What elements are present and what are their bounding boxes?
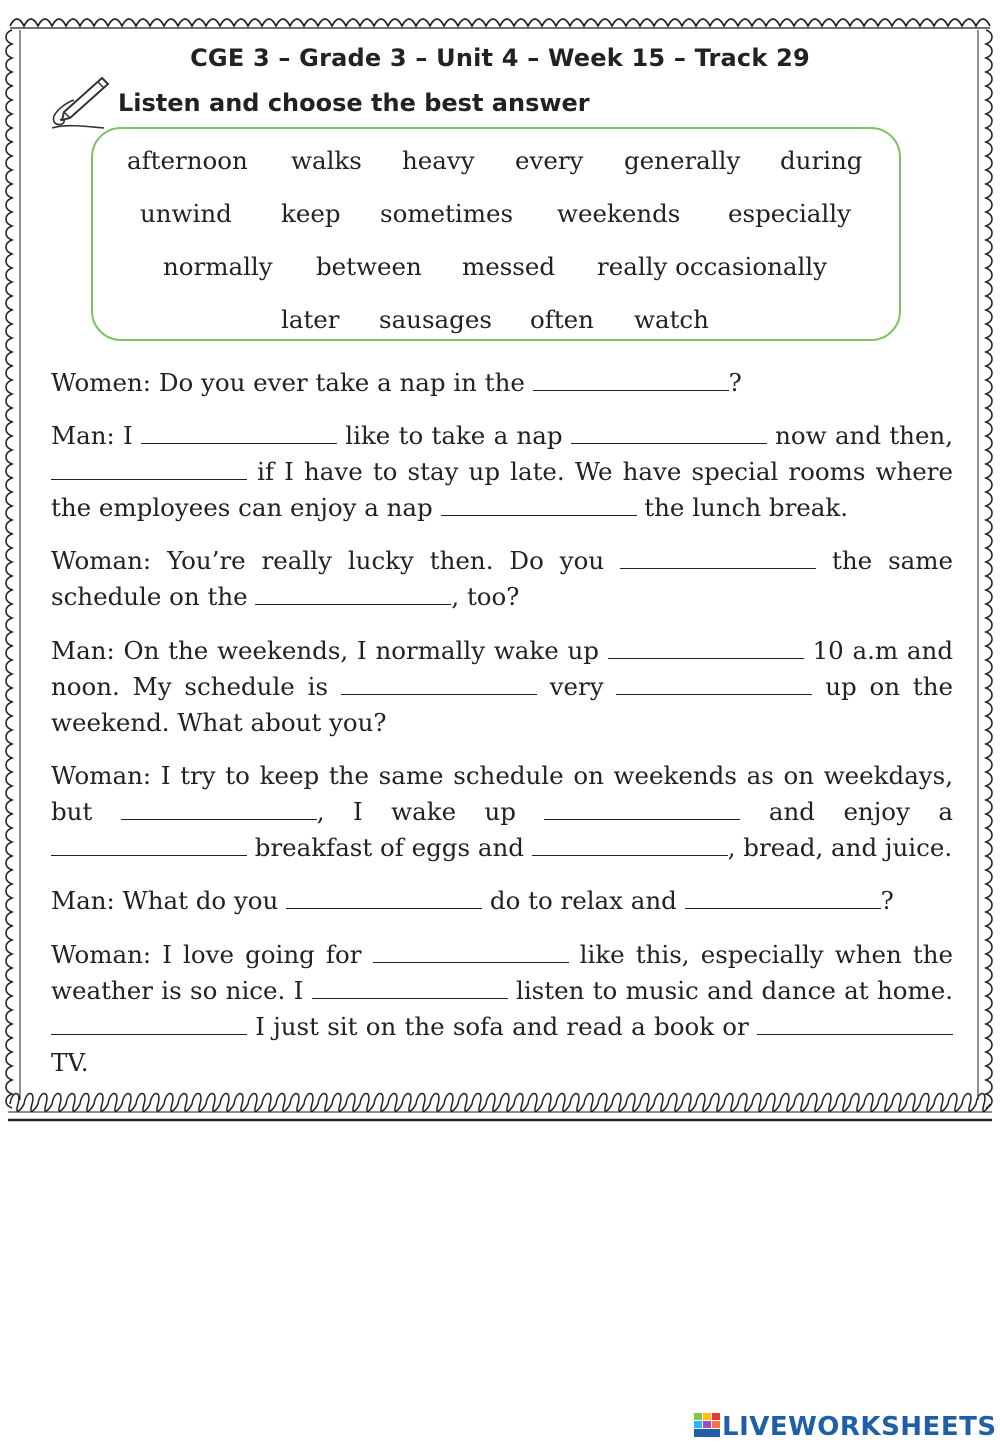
- answer-blank[interactable]: [685, 888, 881, 909]
- word-bank-word: unwind: [140, 199, 232, 228]
- word-bank-word: afternoon: [127, 146, 248, 175]
- dialogue-text: Man: On the weekends, I normally wake up: [51, 636, 608, 665]
- word-bank-word: heavy: [402, 146, 475, 175]
- page-title: CGE 3 – Grade 3 – Unit 4 – Week 15 – Track 29: [190, 44, 810, 72]
- dialogue-line: [51, 365, 953, 401]
- dialogue-text: ?: [880, 886, 894, 915]
- word-bank-word: generally: [624, 146, 741, 175]
- answer-blank[interactable]: [571, 423, 767, 444]
- dialogue-text: , I wake up: [316, 797, 545, 826]
- dialogue-text: like to take a nap: [337, 421, 571, 450]
- answer-blank[interactable]: [620, 548, 816, 569]
- answer-blank[interactable]: [544, 799, 740, 820]
- pencil-icon: [44, 72, 114, 134]
- dialogue-text: 10 a.m and noon. My schedule is: [51, 636, 954, 701]
- word-bank-word: really occasionally: [597, 252, 827, 281]
- word-bank-word: sausages: [379, 305, 492, 334]
- word-bank-word: every: [515, 146, 584, 175]
- answer-blank[interactable]: [312, 978, 508, 999]
- liveworksheets-brand: LIVEWORKSHEETS: [722, 1412, 997, 1442]
- answer-blank[interactable]: [373, 942, 569, 963]
- answer-blank[interactable]: [51, 459, 247, 480]
- word-bank-word: normally: [163, 252, 273, 281]
- word-bank-word: between: [316, 252, 422, 281]
- word-bank-word: messed: [462, 252, 556, 281]
- dialogue-text: ?: [728, 368, 742, 397]
- dialogue-text: listen to music and dance at home.: [507, 976, 953, 1005]
- word-bank-word: keep: [281, 199, 341, 228]
- dialogue-text: breakfast of eggs and: [247, 833, 532, 862]
- dialogue-line: [51, 633, 953, 741]
- answer-blank[interactable]: [441, 495, 637, 516]
- dialogue-text: if I have to stay up late. We have special rooms where the employees can enjoy a nap: [51, 457, 953, 522]
- answer-blank[interactable]: [51, 835, 247, 856]
- dialogue-text: and enjoy a: [740, 797, 953, 826]
- dialogue-text: do to relax and: [482, 886, 685, 915]
- dialogue-text: , too?: [451, 582, 520, 611]
- dialogue-text: TV.: [51, 1048, 89, 1077]
- dialogue-line: [51, 937, 953, 1081]
- answer-blank[interactable]: [532, 835, 728, 856]
- answer-blank[interactable]: [255, 584, 451, 605]
- dialogue-text: I just sit on the sofa and read a book or: [247, 1012, 757, 1041]
- dialogue-text: Woman: You’re really lucky then. Do you: [51, 546, 621, 575]
- dialogue-line: [51, 758, 953, 866]
- dialogue-line: [51, 883, 953, 919]
- dialogue-text: like this, especially when the weather is so nice. I: [51, 940, 953, 1005]
- dialogue-text: now and then,: [766, 421, 954, 450]
- dialogue-text: , bread, and juice.: [727, 833, 953, 862]
- dialogue-line: [51, 418, 953, 526]
- answer-blank[interactable]: [141, 423, 337, 444]
- answer-blank[interactable]: [608, 638, 804, 659]
- word-bank-word: sometimes: [380, 199, 514, 228]
- dialogue-text: Woman: I try to keep the same schedule on weekends as on weekdays, but: [51, 761, 953, 826]
- answer-blank[interactable]: [616, 674, 812, 695]
- dialogue-text: very: [536, 672, 617, 701]
- answer-blank[interactable]: [286, 888, 482, 909]
- dialogue-text: the lunch break.: [636, 493, 849, 522]
- word-bank-word: especially: [728, 199, 851, 228]
- word-bank-word: during: [780, 146, 863, 175]
- word-bank-word: often: [530, 305, 594, 334]
- dialogue-text: the same schedule on the: [51, 546, 953, 611]
- dialogue-text: Women: Do you ever take a nap in the: [51, 368, 533, 397]
- word-bank-word: walks: [291, 146, 362, 175]
- dialogue-text: Woman: I love going for: [51, 940, 373, 969]
- answer-blank[interactable]: [533, 370, 729, 391]
- answer-blank[interactable]: [121, 799, 317, 820]
- dialogue-line: [51, 543, 953, 615]
- answer-blank[interactable]: [51, 1014, 247, 1035]
- answer-blank[interactable]: [757, 1014, 953, 1035]
- instruction: Listen and choose the best answer: [118, 89, 590, 117]
- word-bank-word: weekends: [557, 199, 681, 228]
- liveworksheets-logo-icon: [694, 1413, 720, 1437]
- dialogue-text: Man: What do you: [51, 886, 287, 915]
- answer-blank[interactable]: [341, 674, 537, 695]
- dialogue-text: up on the weekend. What about you?: [51, 672, 953, 737]
- dialogue-text: Man: I: [51, 421, 141, 450]
- word-bank-word: watch: [634, 305, 709, 334]
- word-bank-word: later: [281, 305, 340, 334]
